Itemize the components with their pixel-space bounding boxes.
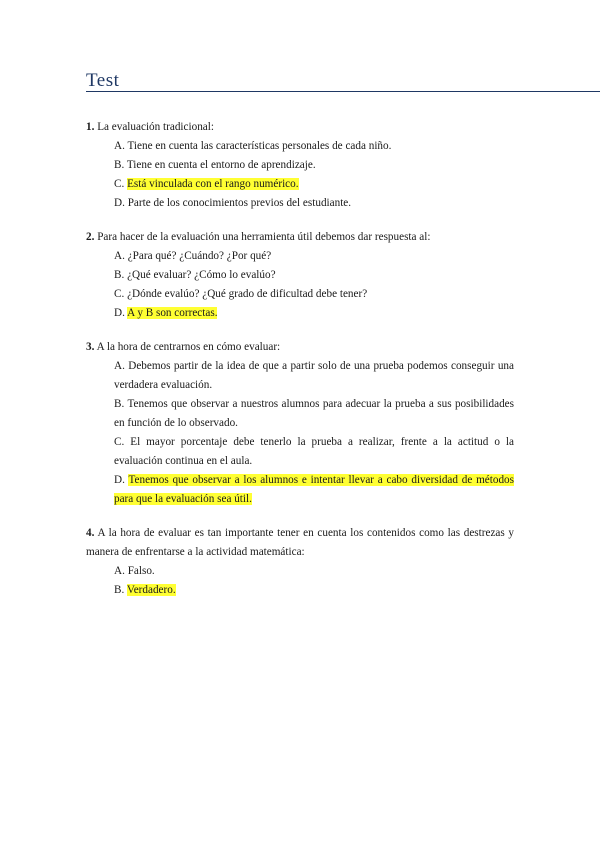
- question-2: [86, 228, 514, 323]
- option-d-correct: D. A y B son correctas.: [114, 307, 218, 319]
- question-1: [86, 118, 514, 213]
- document-title: Test: [86, 70, 120, 91]
- option-list: [86, 562, 514, 600]
- option-c: C. ¿Dónde evalúo? ¿Qué grado de dificultad debe tener?: [114, 288, 368, 300]
- question-list: [86, 118, 514, 615]
- question-4: [86, 524, 514, 600]
- option-b: B. Tiene en cuenta el entorno de aprendizaje.: [114, 159, 316, 171]
- option-list: [86, 137, 514, 213]
- option-b-correct: B. Verdadero.: [114, 584, 176, 596]
- option-d-correct: D. Tenemos que observar a los alumnos e intentar llevar a cabo diversidad de métodos para que la evaluación sea útil.: [114, 474, 514, 505]
- question-3: [86, 338, 514, 509]
- question-text: 4. A la hora de evaluar es tan importante tener en cuenta los contenidos como las destrezas y manera de enfrentarse a la actividad matemática:: [86, 527, 514, 558]
- highlighted-answer: Verdadero.: [126, 584, 176, 596]
- highlighted-answer: A y B son correctas.: [127, 307, 218, 319]
- highlighted-answer: Tenemos que observar a los alumnos e intentar llevar a cabo diversidad de métodos para que la evaluación sea útil.: [114, 474, 514, 505]
- option-b: B. Tenemos que observar a nuestros alumnos para adecuar la prueba a sus posibilidades en función de lo observado.: [114, 398, 515, 429]
- option-c: C. El mayor porcentaje debe tenerlo la prueba a realizar, frente a la actitud o la evaluación continua en el aula.: [114, 436, 514, 467]
- question-number: 4.: [86, 527, 95, 539]
- option-list: [86, 247, 514, 323]
- question-text: 2. Para hacer de la evaluación una herramienta útil debemos dar respuesta al:: [86, 231, 431, 243]
- option-a: A. Falso.: [114, 565, 155, 577]
- question-number: 2.: [86, 231, 95, 243]
- option-b: B. ¿Qué evaluar? ¿Cómo lo evalúo?: [114, 269, 276, 281]
- option-list: [86, 357, 514, 509]
- question-number: 1.: [86, 121, 95, 133]
- option-a: A. Tiene en cuenta las características personales de cada niño.: [114, 140, 392, 152]
- question-text: 1. La evaluación tradicional:: [86, 121, 214, 133]
- title-rule: [86, 91, 600, 92]
- question-text: 3. A la hora de centrarnos en cómo evaluar:: [86, 341, 281, 353]
- option-a: A. Debemos partir de la idea de que a partir solo de una prueba podemos conseguir una verdadera evaluación.: [114, 360, 514, 391]
- option-a: A. ¿Para qué? ¿Cuándo? ¿Por qué?: [114, 250, 272, 262]
- option-d: D. Parte de los conocimientos previos del estudiante.: [114, 197, 352, 209]
- option-c-correct: C. Está vinculada con el rango numérico.: [114, 178, 299, 190]
- highlighted-answer: Está vinculada con el rango numérico.: [127, 178, 299, 190]
- question-number: 3.: [86, 341, 95, 353]
